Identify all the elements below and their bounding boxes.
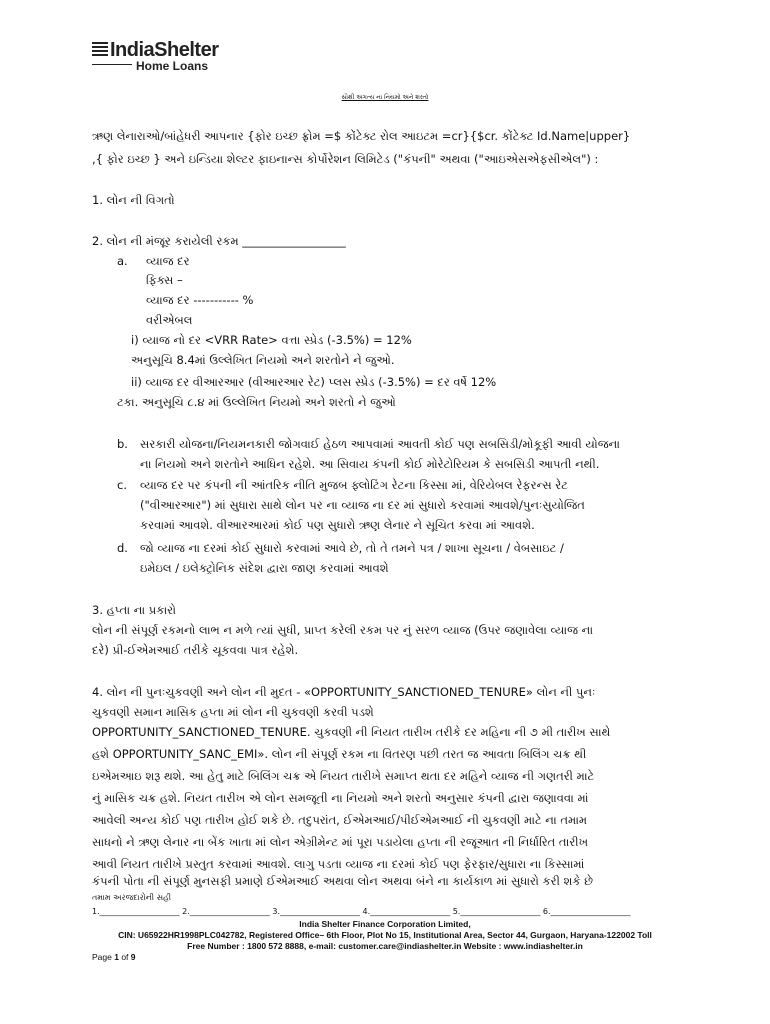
footer-contact: Free Number : 1800 572 8888, e-mail: customer.care@indiashelter.in Website : www.indiashelter.in (187, 941, 583, 951)
item-a-line: વરીએબલ (146, 313, 193, 327)
section-4-line: આવી નિયત તારીખે પ્રસ્તુત કરવામાં આવશે. લાગુ પડતા વ્યાજ ના દરમાં કોઈ પણ ફેરફાર/સુધારા ના કિસ્સામાં (92, 857, 585, 871)
intro-line-1: ઋણ લેનારાઓ/બાંહેધરી આપનાર {ફોર ઇચ્છ ફ્રોમ =$ કોંટેક્ટ રોલ આઇટમ =cr}{$cr. કોંટેક્ટ Id.Name|upper} (92, 129, 631, 143)
section-3-line: લોન ની સંપૂર્ણ રકમનો લાભ ન મળે ત્યાં સુધી, પ્રાપ્ત કરેલી રકમ પર નું સરળ વ્યાજ (ઉપર જણાવેલા વ્યાજ ના (92, 623, 594, 637)
item-b-line: ના નિયમો અને શરતોને આધિન રહેશે. આ સિવાય કંપની કોઈ મોરેટોરિયમ કે સબસિડી આપતી નથી. (140, 457, 600, 471)
item-d-line: જો વ્યાજ ના દરમાં કોઈ સુધારો કરવામાં આવે છે, તો તે તમને પત્ર / શાખા સૂચના / વેબસાઇટ / (140, 541, 564, 555)
variable-rate-i-note: અનુસૂચિ 8.4માં ઉલ્લેખિત નિયમો અને શરતોને ને જુઓ. (131, 353, 395, 367)
item-a-line: વ્યાજ દર ----------- % (146, 293, 254, 307)
variable-rate-i: i) વ્યાજ નો દર <VRR Rate> વત્તા સ્પ્રેડ (-3.5%) = 12% (131, 333, 412, 347)
company-logo (92, 38, 242, 74)
section-4-line: કંપની પોતા ની સંપૂર્ણ મુનસફી પ્રમાણે ઈએમઆઈ અથવા લોન અથવા બંને ના કાર્યકાળ માં સુધારો કરી શકે છે (92, 874, 594, 888)
variable-rate-ii: ii) વ્યાજ દર વીઆરઆર (વીઆરઆર રેટ) પ્લસ સ્પ્રેડ (-3.5%) = દર વર્ષે 12% (131, 375, 497, 389)
item-a-line: વ્યાજ દર (146, 254, 190, 268)
item-a-line: ફિક્સ – (146, 273, 183, 287)
logo-name: IndiaShelter (110, 39, 219, 61)
section-1-heading: 1. લોન ની વિગતો (92, 193, 175, 207)
section-4-line: ઇએમઆઇ શરૂ થશે. આ હેતુ માટે બિલિંગ ચક્ર એ નિયત તારીખે સમાપ્ત થતા દર મહિને વ્યાજ ની ગણતરી માટે (92, 769, 595, 783)
item-b-marker: b. (117, 437, 128, 451)
logo-subtitle: Home Loans (136, 59, 209, 73)
signature-lines: 1.____________________ 2.____________________ 3.____________________ 4.____________________ 5.____________________ 6.____________________ (92, 907, 631, 916)
footer-cin: CIN: U65922HR1998PLC042782, Registered Office– 6th Floor, Plot No 15, Institutional Area, Sector 44, Gurgaon, Haryana-122002 Toll (118, 930, 652, 940)
section-4-line: ચુકવણી સમાન માસિક હપ્તા માં લોન ની ચુકવણી કરવી પડશે (92, 705, 374, 719)
signatures-label: તમામ અરજદારોની સહી (92, 893, 172, 902)
logo-rule (92, 64, 132, 65)
section-4-line: OPPORTUNITY_SANCTIONED_TENURE. ચુકવણી ની નિયત તારીખ તરીકે દર મહિના ની ૭ મી તારીખ સાથે (92, 725, 611, 739)
section-4-heading: 4. લોન ની પુનઃચુકવણી અને લોન ની મુદત - «OPPORTUNITY_SANCTIONED_TENURE» લોન ની પુનઃ (92, 685, 596, 699)
section-4-line: આવેલી અન્ય કોઈ પણ તારીખ હોઈ શકે છે. તદુપરાંત, ઈએમઆઈ/પીઈએમઆઈ ની ચુકવણી માટે ના તમામ (92, 813, 588, 827)
section-3-line: દરે) પ્રી-ઈએમઆઈ તરીકે ચૂકવવા પાત્ર રહેશે. (92, 643, 299, 657)
logo-stripes-icon (92, 42, 108, 60)
item-c-line: કરવામાં આવશે. વીઆરઆરમાં કોઈ પણ સુધારો ઋણ લેનાર ને સૂચિત કરવા માં આવશે. (140, 518, 535, 532)
item-c-line: વ્યાજ દર પર કંપની ની આંતરિક નીતિ મુજબ ફ્લોટિંગ રેટના કિસ્સા માં, વેરિયેબલ રેફરન્સ રેટ (140, 478, 568, 492)
variable-rate-ii-note: ટકા. અનુસૂચિ ૮.૪ માં ઉલ્લેખિત નિયમો અને શરતો ને જુઓ (117, 395, 396, 409)
intro-line-2: ,{ ફોર ઇચ્છ } અને ઇન્ડિયા શેલ્ટર ફાઇનાન્સ કોર્પોરેશન લિમિટેડ ("કંપની" અથવા ("આઇએસએફસીએલ") : (92, 152, 599, 166)
item-b-line: સરકારી યોજના/નિયમનકારી જોગવાઈ હેઠળ આપવામાં આવતી કોઈ પણ સબસિડી/મોકૂફી આવી યોજના (140, 437, 620, 451)
item-c-marker: c. (117, 478, 127, 492)
section-4-line: સાધનો ને ઋણ લેનાર ના બેંક ખાતા માં લોન એગ્રીમેન્ટ માં પૂરા પડાયેલા હપ્તા ની રજૂઆત ની નિર્ધારિત તારીખ (92, 835, 589, 849)
section-4-line: હશે OPPORTUNITY_SANC_EMI». લોન ની સંપૂર્ણ રકમ ના વિતરણ પછી તરત જ આવતા બિલિંગ ચક્ર થી (92, 747, 587, 761)
section-4-line: નું માસિક ચક્ર હશે. નિયત તારીખ એ લોન સમજૂતી ના નિયમો અને શરતો અનુસાર કંપની દ્વારા જણાવવા માં (92, 791, 589, 805)
item-d-marker: d. (117, 541, 128, 555)
section-3-heading: 3. હપ્તા ના પ્રકારો (92, 603, 176, 617)
page-number: Page 1 of 9 (92, 952, 136, 962)
item-a-marker: a. (117, 254, 128, 268)
document-title: સૌથી અગત્ય ના નિયમો અને શરતો (341, 94, 429, 101)
footer-company: India Shelter Finance Corporation Limited, (299, 919, 471, 929)
item-c-line: ("વીઆરઆર") માં સુધારા સાથે લોન પર ના વ્યાજ ના દર માં સુધારો કરવામાં આવશે/પુનઃસુયોજિત (140, 498, 585, 512)
item-d-line: ઇમેઇલ / ઇલેક્ટ્રોનિક સંદેશ દ્વારા જાણ કરવામાં આવશે (140, 561, 389, 575)
section-2-heading: 2. લોન ની મંજૂર કરાયેલી રકમ __________________ (92, 234, 346, 248)
